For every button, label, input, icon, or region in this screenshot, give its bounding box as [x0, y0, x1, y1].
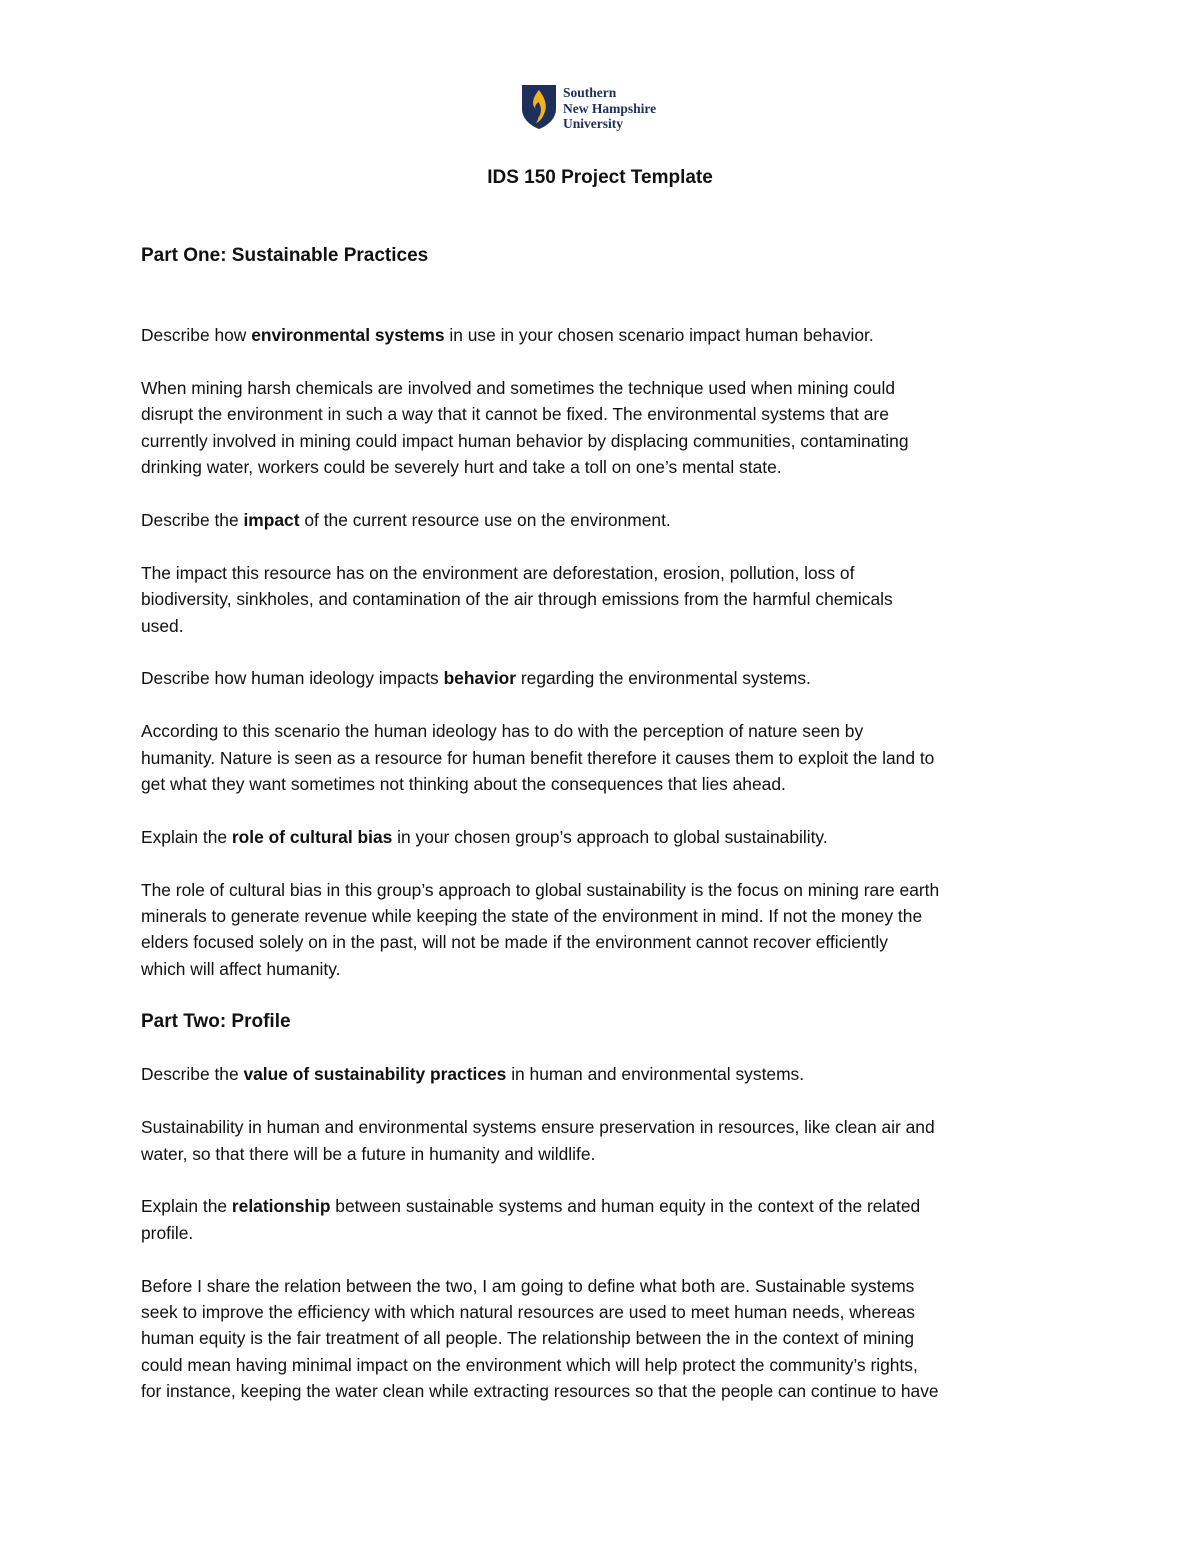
logo-line-3: University — [563, 116, 623, 131]
part-two-question-2: Explain the relationship between sustainable systems and human equity in the context of the related — [141, 1196, 921, 1217]
part-one-question-4: Explain the role of cultural bias in your chosen group’s approach to global sustainability. — [141, 826, 828, 847]
snhu-shield-icon — [521, 84, 557, 130]
answer-line: The role of cultural bias in this group’s approach to global sustainability is the focus on mining rare earth — [141, 879, 940, 900]
part-two-heading: Part Two: Profile — [141, 1010, 291, 1032]
answer-line: elders focused solely on in the past, will not be made if the environment cannot recover efficiently — [141, 932, 888, 953]
document-title: IDS 150 Project Template — [487, 167, 713, 188]
answer-line: When mining harsh chemicals are involved and sometimes the technique used when mining could — [141, 378, 896, 398]
question-keyword: value of sustainability practices — [243, 1064, 507, 1085]
answer-line: used. — [141, 615, 184, 636]
answer-line: biodiversity, sinkholes, and contamination of the air through emissions from the harmful chemicals — [141, 589, 893, 610]
university-logo — [521, 84, 656, 132]
answer-line: which will affect humanity. — [141, 958, 341, 979]
answer-line: for instance, keeping the water clean while extracting resources so that the people can continue to have — [141, 1381, 939, 1402]
answer-line: could mean having minimal impact on the environment which will help protect the community’s rights, — [141, 1354, 918, 1375]
question-keyword: environmental systems — [251, 325, 445, 346]
document-body — [141, 243, 1061, 1405]
answer-line: drinking water, workers could be severely hurt and take a toll on one’s mental state. — [141, 457, 782, 478]
part-one-question-2: Describe the impact of the current resource use on the environment. — [141, 510, 671, 531]
answer-line: humanity. Nature is seen as a resource for human benefit therefore it causes them to exploit the land to — [141, 747, 935, 768]
answer-line: disrupt the environment in such a way that it cannot be fixed. The environmental systems that are — [141, 404, 889, 425]
question-keyword: role of cultural bias — [231, 826, 393, 847]
answer-line: human equity is the fair treatment of all people. The relationship between the in the context of mining — [141, 1328, 915, 1349]
answer-line: get what they want sometimes not thinking about the consequences that lies ahead. — [141, 774, 786, 795]
part-one-question-1: Describe how environmental systems in use in your chosen scenario impact human behavior. — [141, 325, 874, 346]
answer-line: Before I share the relation between the two, I am going to define what both are. Sustainable systems — [141, 1275, 915, 1296]
part-one-question-3: Describe how human ideology impacts behavior regarding the environmental systems. — [141, 668, 811, 689]
question-keyword: impact — [243, 510, 300, 531]
question-keyword: behavior — [443, 668, 517, 689]
answer-line: According to this scenario the human ideology has to do with the perception of nature seen by — [141, 721, 864, 742]
part-two-question-2-continued: profile. — [141, 1222, 194, 1243]
part-two-question-1: Describe the value of sustainability practices in human and environmental systems. — [141, 1064, 805, 1085]
question-keyword: relationship — [231, 1196, 331, 1217]
answer-line: Sustainability in human and environmental systems ensure preservation in resources, like clean air and — [141, 1117, 935, 1138]
logo-line-2: New Hampshire — [563, 100, 657, 116]
answer-line: seek to improve the efficiency with which natural resources are used to meet human needs, whereas — [141, 1302, 915, 1323]
answer-line: The impact this resource has on the environment are deforestation, erosion, pollution, loss of — [141, 562, 855, 583]
answer-line: minerals to generate revenue while keeping the state of the environment in mind. If not the money the — [141, 906, 923, 927]
answer-line: water, so that there will be a future in humanity and wildlife. — [141, 1143, 596, 1164]
logo-wordmark — [563, 85, 656, 132]
answer-line: currently involved in mining could impact human behavior by displacing communities, contaminating — [141, 430, 909, 451]
logo-line-1: Southern — [563, 85, 617, 100]
part-one-heading: Part One: Sustainable Practices — [141, 245, 429, 266]
